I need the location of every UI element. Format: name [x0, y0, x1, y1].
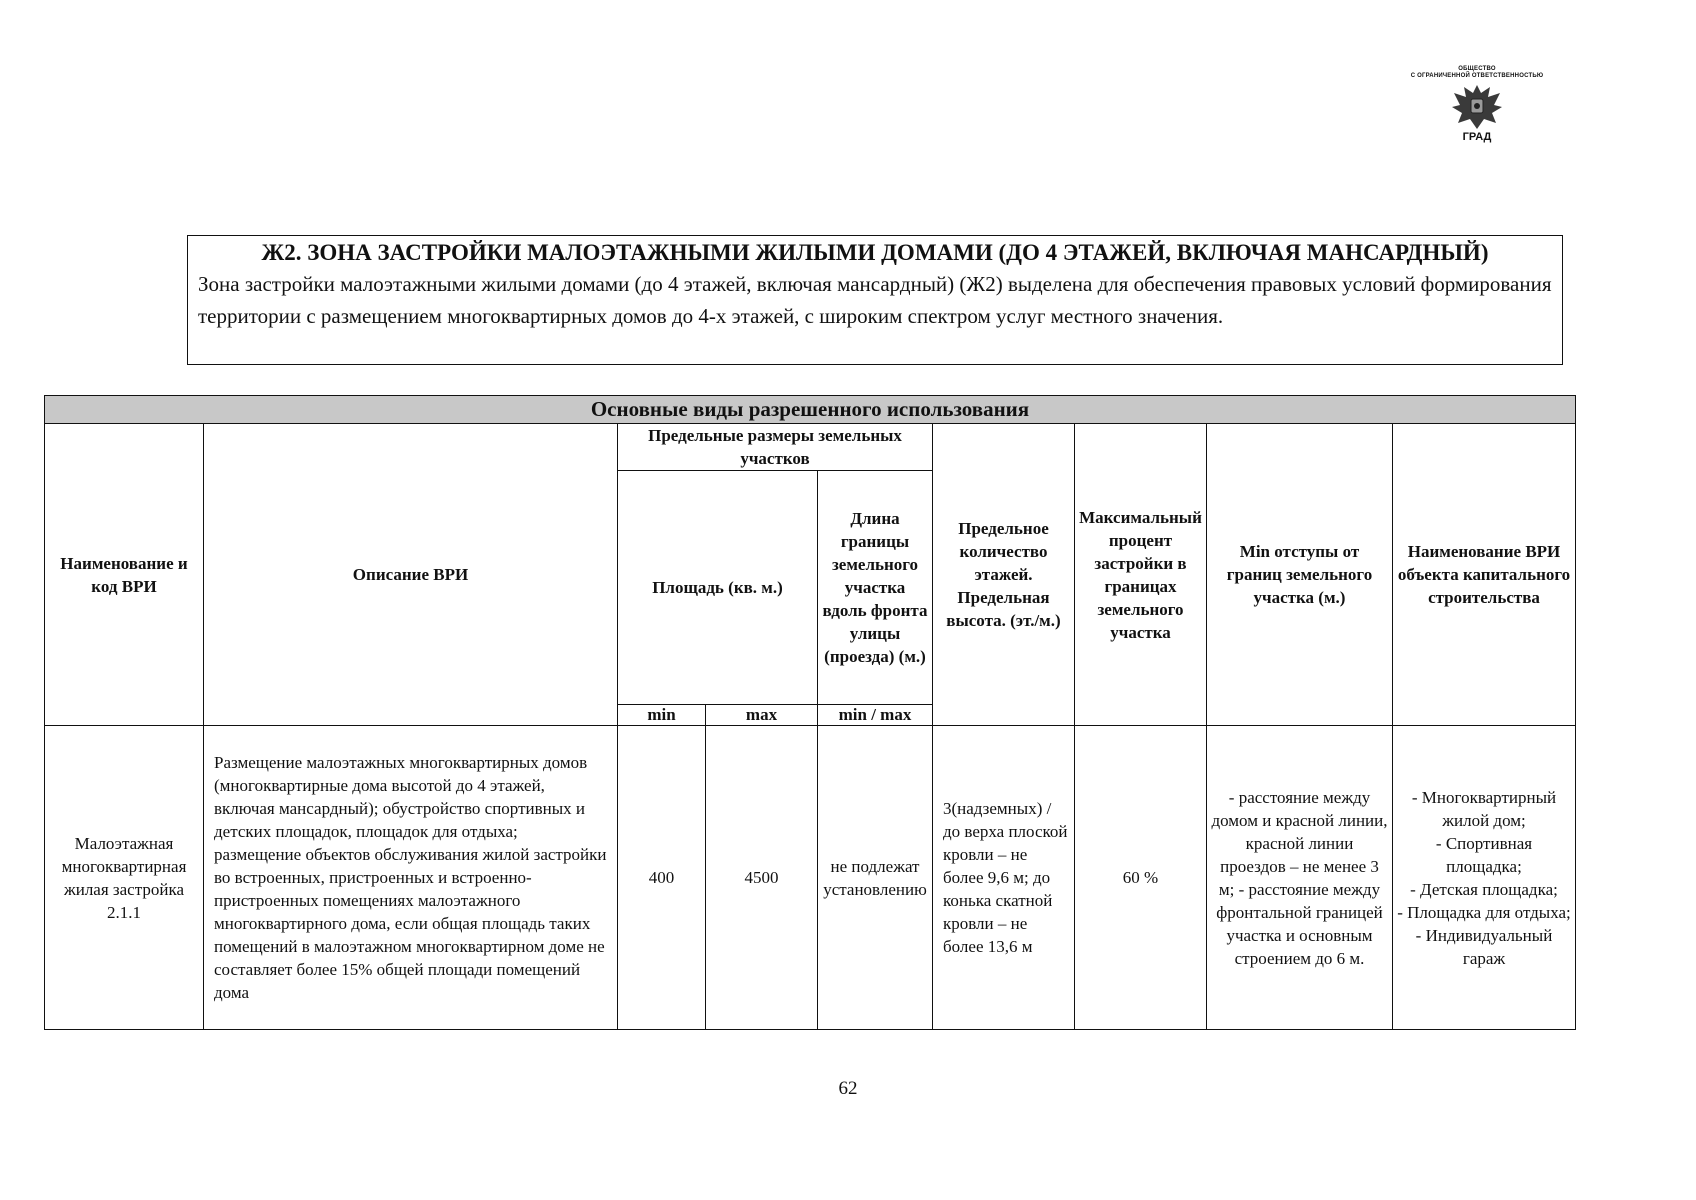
cell-name-code: Малоэтажная многоквартирная жилая застройка 2.1.1 — [45, 726, 204, 1030]
permitted-use-table — [44, 395, 1576, 1030]
page-number: 62 — [838, 1078, 858, 1099]
zone-description-text: Зона застройки малоэтажными жилыми домами (до 4 этажей, включая мансардный) (Ж2) выделена для обеспечения правовых условий формирования территории с размещением многоквартирных домов до 4-х этажей, с широким спектром услуг местного значения. — [198, 272, 1552, 328]
cell-area-max: 4500 — [706, 726, 818, 1030]
logo-line-2: С ОГРАНИЧЕННОЙ ОТВЕТСТВЕННОСТЬЮ — [1410, 73, 1544, 79]
cell-frontage: не подлежат установлению — [818, 726, 933, 1030]
cell-floors: 3(надземных) / до верха плоской кровли – не более 9,6 м; до конька скатной кровли – не более 13,6 м — [933, 726, 1075, 1030]
table-band-title: Основные виды разрешенного использования — [45, 396, 1576, 424]
eagle-emblem-icon — [1450, 81, 1504, 131]
table-row — [45, 726, 1576, 1030]
cell-setbacks: - расстояние между домом и красной линии, красной линии проездов – не менее 3 м; - расстояние между фронтальной границей участка и основным строением до 6 м. — [1207, 726, 1393, 1030]
object-item: - Многоквартирный жилой дом; — [1411, 787, 1557, 830]
zone-title: Ж2. ЗОНА ЗАСТРОЙКИ МАЛОЭТАЖНЫМИ ЖИЛЫМИ ДОМАМИ (ДО 4 ЭТАЖЕЙ, ВКЛЮЧАЯ МАНСАРДНЫЙ) — [261, 240, 1489, 265]
subheader-min: min — [618, 705, 706, 726]
object-item: - Спортивная площадка; — [1435, 833, 1533, 876]
logo-line-1: ОБЩЕСТВО — [1458, 66, 1496, 72]
header-description: Описание ВРИ — [204, 424, 618, 726]
logo-name: ГРАД — [1462, 131, 1492, 143]
header-floors: Предельное количество этажей. Предельная высота. (эт./м.) — [933, 424, 1075, 726]
company-logo — [1392, 66, 1562, 156]
object-item: - Индивидуальный гараж — [1415, 925, 1553, 968]
subheader-max: max — [706, 705, 818, 726]
cell-coverage: 60 % — [1075, 726, 1207, 1030]
cell-area-min: 400 — [618, 726, 706, 1030]
header-setbacks: Min отступы от границ земельного участка (м.) — [1207, 424, 1393, 726]
object-item: - Детская площадка; — [1410, 879, 1558, 899]
object-item: - Площадка для отдыха; — [1397, 902, 1571, 922]
zone-description-box — [187, 235, 1563, 365]
header-coverage: Максимальный процент застройки в границах земельного участка — [1075, 424, 1207, 726]
subheader-min-max: min / max — [818, 705, 933, 726]
header-frontage: Длина границы земельного участка вдоль фронта улицы (проезда) (м.) — [818, 471, 933, 705]
header-objects: Наименование ВРИ объекта капитального строительства — [1393, 424, 1576, 726]
header-plot-limits: Предельные размеры земельных участков — [618, 424, 933, 471]
cell-description: Размещение малоэтажных многоквартирных домов (многоквартирные дома высотой до 4 этажей, включая мансардный); обустройство спортивных и детских площадок, площадок для отдыха; размещение объектов обслуживания жилой застройки во встроенных, пристроенных и встроенно-пристроенных помещениях малоэтажного многоквартирного дома, если общая площадь таких помещений в малоэтажном многоквартирном доме не составляет более 15% общей площади помещений дома — [204, 726, 618, 1030]
header-name-code: Наименование и код ВРИ — [45, 424, 204, 726]
cell-objects — [1393, 726, 1576, 1030]
header-area: Площадь (кв. м.) — [618, 471, 818, 705]
